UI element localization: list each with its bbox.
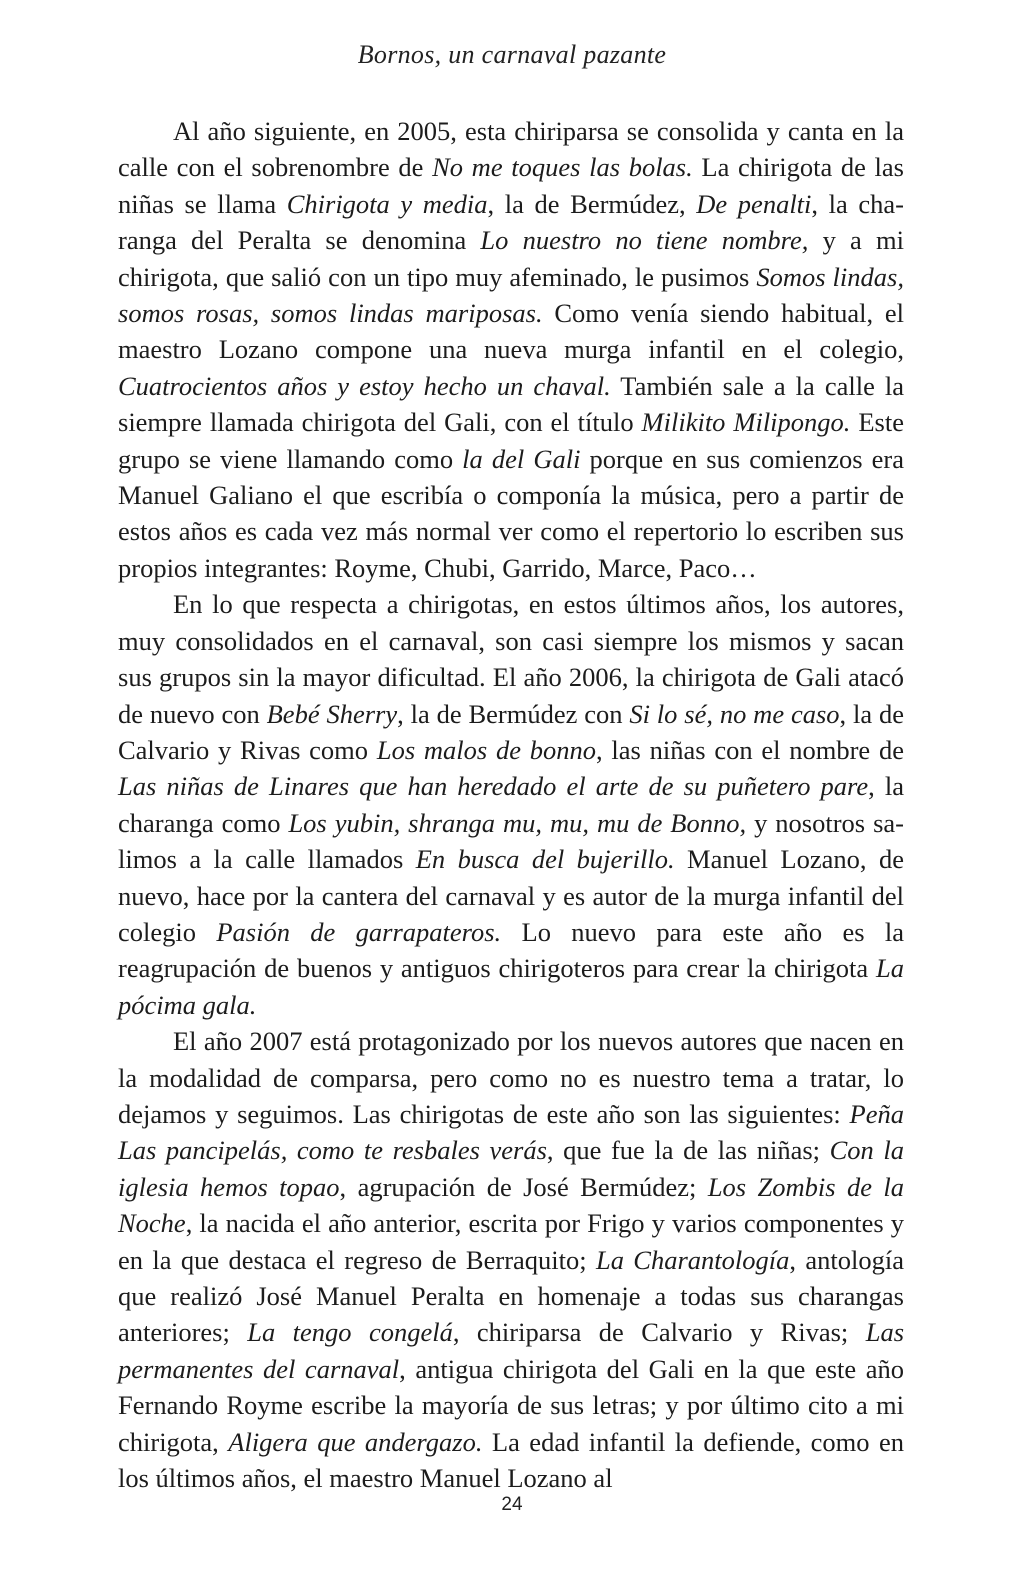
italic-title: Bebé Sherry bbox=[266, 698, 398, 729]
italic-title: De penalti bbox=[696, 188, 812, 219]
italic-title: Chirigota y media bbox=[286, 188, 488, 219]
text-run: , las niñas con el nombre de bbox=[596, 734, 904, 765]
italic-title: En busca del bujerillo. bbox=[415, 844, 675, 875]
body-text bbox=[118, 113, 904, 1496]
italic-title: la del Gali bbox=[462, 443, 581, 474]
text-run: , la de Bermúdez, bbox=[487, 188, 697, 219]
italic-title: Cuatrocientos años y estoy hecho un chaval. bbox=[118, 370, 611, 401]
text-run: , agrupación de José Bermúdez; bbox=[339, 1171, 708, 1202]
text-run: y a mi chirigota, que salió con un tipo muy afeminado, le pusimos bbox=[118, 225, 904, 292]
italic-title: Somos lindas, somos rosas, somos lindas mariposas. bbox=[118, 261, 904, 329]
paragraph-1 bbox=[118, 113, 904, 586]
text-run: En lo que respecta a chirigotas, en estos últimos años, los autores, muy consolidados en el carnaval, son casi siempre los mismos y sacan sus grupos sin la mayor dificultad. El año 2006, la chirigota de Gali atacó de nuevo con bbox=[118, 589, 904, 729]
running-head: Bornos, un carnaval pazante bbox=[357, 40, 667, 69]
italic-title: Las niñas de Linares que han heredado el arte de su puñetero pare bbox=[118, 771, 869, 802]
italic-title: Las permanentes del carnaval bbox=[118, 1317, 905, 1384]
text-run: Al año siguiente, en 2005, esta chiriparsa se consolida y canta en la calle con el sobrenombre de bbox=[118, 116, 904, 183]
text-run: , la charanga como bbox=[118, 771, 904, 838]
text-run: , la nacida el año anterior, escrita por Frigo y varios componentes y en la que destaca el regreso de Berraquito; bbox=[118, 1208, 904, 1275]
text-run: Lo nuevo para este año es la reagrupación de buenos y antiguos chirigoteros para crear la chirigota bbox=[118, 916, 904, 984]
italic-title: Los yubin, shranga mu, mu, mu de Bonno, bbox=[288, 807, 747, 838]
text-run: Manuel Lozano, de nuevo, hace por la cantera del carnaval y es autor de la murga infantil del colegio bbox=[118, 844, 904, 947]
italic-title: Peña Las pancipelás, como te resbales verás bbox=[118, 1098, 904, 1166]
italic-title: No me toques las bolas. bbox=[432, 152, 693, 183]
text-run: , que fue la de las niñas; bbox=[546, 1135, 830, 1166]
italic-title: Los Zombis de la Noche bbox=[118, 1171, 904, 1239]
text-run: , antología que realizó José Manuel Peralta en homenaje a todas sus charangas anteriores; bbox=[118, 1244, 904, 1348]
text-run: La chirigota de las niñas se llama bbox=[118, 152, 904, 219]
text-run: , chiriparsa de Calvario y Rivas; bbox=[452, 1317, 866, 1348]
text-run: , la de Calvario y Rivas como bbox=[118, 698, 905, 765]
text-run: , la de Bermúdez con bbox=[397, 698, 630, 729]
italic-title: Si lo sé, no me caso bbox=[629, 698, 840, 729]
italic-title: Pasión de garrapateros. bbox=[216, 916, 502, 947]
italic-title: Los malos de bonno bbox=[376, 734, 597, 765]
text-run: Como venía siendo habitual, el maestro Lozano compone una nueva murga infantil en el colegio, bbox=[118, 298, 904, 365]
text-run: También sale a la calle la siempre llamada chirigota del Gali, con el título bbox=[118, 370, 904, 438]
italic-title: Aligera que andergazo. bbox=[228, 1426, 483, 1457]
paragraph-2 bbox=[118, 586, 904, 1023]
italic-title: Con la iglesia hemos topao bbox=[118, 1135, 904, 1202]
text-run: y nosotros salimos a la calle llamados bbox=[118, 807, 904, 875]
page-number: 24 bbox=[501, 1494, 523, 1515]
italic-title: La Charantología bbox=[595, 1244, 790, 1275]
italic-title: La pócima gala. bbox=[118, 953, 904, 1020]
text-run: , la charanga del Peralta se denomina bbox=[118, 188, 904, 256]
italic-title: La tengo congelá bbox=[247, 1317, 453, 1348]
paragraph-3 bbox=[118, 1023, 904, 1496]
text-run: El año 2007 está protagonizado por los nuevos autores que nacen en la modalidad de comparsa, pero como no es nuestro tema a tratar, lo dejamos y seguimos. Las chirigotas de este año son las siguientes: bbox=[118, 1026, 904, 1129]
italic-title: Lo nuestro no tiene nombre, bbox=[480, 225, 809, 256]
text-run: , antigua chirigota del Gali en la que este año Fernando Royme escribe la mayoría de sus letras; y por último cito a mi chirigota, bbox=[118, 1353, 904, 1457]
text-run: Este grupo se viene llamando como bbox=[118, 407, 904, 474]
text-run: La edad infantil la defiende, como en los últimos años, el maestro Manuel Lozano al bbox=[118, 1426, 904, 1494]
italic-title: Milikito Milipongo. bbox=[641, 407, 851, 438]
text-run: porque en sus comienzos era Manuel Galiano el que escribía o componía la música, pero a partir de estos años es cada vez más normal ver como el repertorio lo escriben sus propios integrantes: Royme, Chubi, Garrido, Marce, Paco… bbox=[118, 443, 904, 583]
